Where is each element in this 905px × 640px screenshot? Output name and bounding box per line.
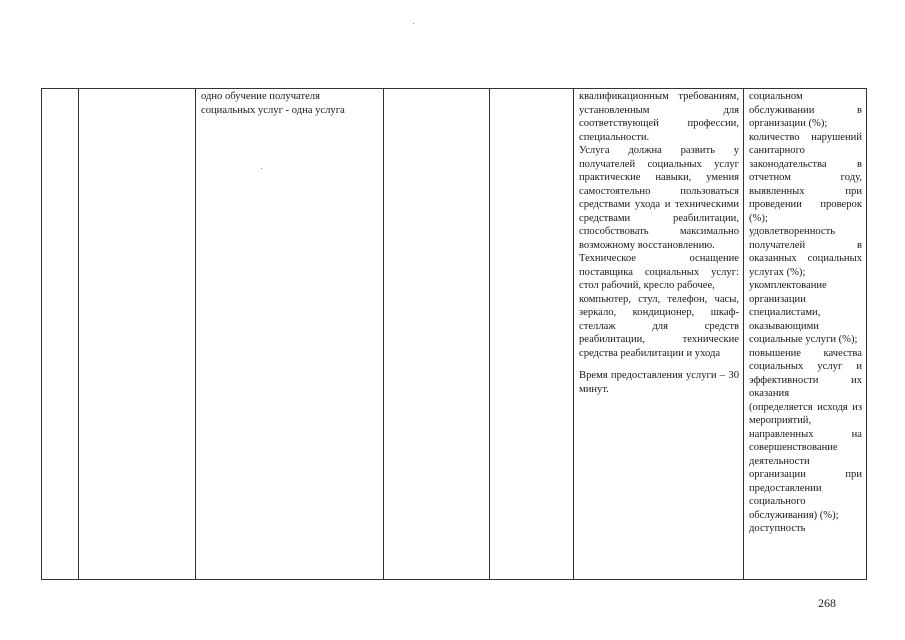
indicator-paragraph: повышение качества социальных услуг и эффективности их оказания bbox=[749, 347, 862, 399]
indicator-paragraph: социальном обслуживании в организации (%); bbox=[749, 91, 862, 129]
indicator-paragraph: количество нарушений санитарного законодательства в отчетном году, выявленных при проведении проверок (%); bbox=[749, 131, 862, 224]
cell-empty-5 bbox=[490, 89, 574, 580]
conditions-paragraph: Время предоставления услуги – 30 минут. bbox=[579, 370, 739, 395]
cell-empty-4 bbox=[384, 89, 490, 580]
scan-speck bbox=[413, 23, 414, 24]
cell-service-name bbox=[79, 89, 196, 580]
service-description-line: одно обучение получателя bbox=[201, 91, 320, 102]
conditions-blank-line bbox=[579, 360, 739, 369]
conditions-paragraph: компьютер, стул, телефон, часы, зеркало, кондиционер, шкаф-стеллаж для средств реабилитации, технические средства реабилитации и ухода bbox=[579, 293, 739, 359]
page-number: 268 bbox=[818, 596, 836, 610]
cell-number bbox=[42, 89, 79, 580]
indicator-paragraph: удовлетворенность получателей в оказанных социальных услугах (%); bbox=[749, 226, 862, 278]
conditions-paragraph: Техническое оснащение поставщика социальных услуг: стол рабочий, кресло рабочее, bbox=[579, 253, 739, 291]
indicator-paragraph: (определяется исходя из мероприятий, направленных на совершенствование деятельности организации при предоставлении социального обслуживания) (%); bbox=[749, 401, 862, 521]
cell-service-description bbox=[196, 89, 384, 580]
services-table bbox=[41, 88, 867, 580]
cell-quality-indicators bbox=[744, 89, 867, 580]
cell-service-conditions bbox=[574, 89, 744, 580]
conditions-paragraph: квалификационным требованиям, установленным для соответствующей профессии, специальности. bbox=[579, 91, 739, 143]
service-description-line: социальных услуг - одна услуга bbox=[201, 104, 345, 116]
conditions-paragraph: Услуга должна развить у получателей социальных услуг практические навыки, умения самостоятельно пользоваться средствами ухода и техническими средствами реабилитации, способствовать максимально возможному восстановлению. bbox=[579, 145, 739, 251]
indicator-paragraph: доступность bbox=[749, 523, 806, 534]
indicator-paragraph: укомплектование организации специалистами, оказывающими социальные услуги (%); bbox=[749, 280, 858, 345]
table-row bbox=[42, 89, 867, 580]
